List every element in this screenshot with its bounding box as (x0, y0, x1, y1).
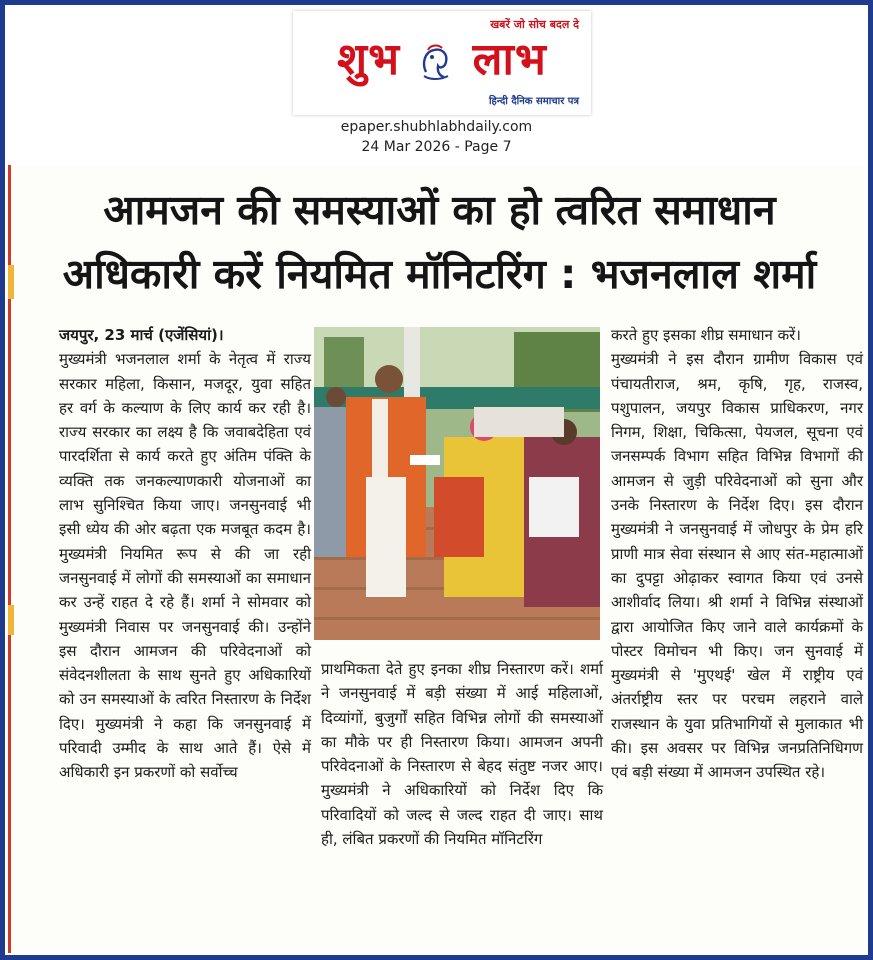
headline-line-1: आमजन की समस्याओं का हो त्वरित समाधान (103, 186, 776, 234)
column-1-text: मुख्यमंत्री भजनलाल शर्मा के नेतृत्व में राज्य सरकार महिला, किसान, मजदूर, युवा सहित हर वर्ग के कल्याण के लिए कार्य कर रही है। राज्य सरकार का लक्ष्य है कि जवाबदेहिता एवं पारदर्शिता से कार्य करते हुए अंतिम पंक्ति के व्यक्ति तक जनकल्याणकारी योजनाओं का लाभ सुनिश्चित किया जाए। जनसुनवाई भी इसी ध्येय की ओर बढ़ता एक मजबूत कदम है। मुख्यमंत्री नियमित रूप से की जा रही जनसुनवाई में लोगों की समस्याओं का समाधान कर उन्हें राहत दे रहे हैं। शर्मा ने सोमवार को मुख्यमंत्री निवास पर जनसुनवाई की। उन्होंने इस दौरान आमजन की परिवेदनाओं को संवेदनशीलता के साथ सुनते हुए अधिकारियों को उन समस्याओं के त्वरित निस्तारण के निर्देश दिए। मुख्यमंत्री ने कहा कि जनसुनवाई में परिवादी उम्मीद के साथ आते हैं। ऐसे में अधिकारी इन प्रकरणों को सर्वोच्च (59, 350, 311, 782)
article-column-3 (611, 323, 863, 785)
article-photo[interactable] (314, 327, 600, 640)
photo-illustration (314, 327, 600, 640)
brand-right: लाभ (472, 34, 547, 85)
edition-url[interactable]: epaper.shubhlabhdaily.com (340, 119, 533, 135)
edge-mark (8, 605, 14, 635)
article-column-1 (59, 323, 311, 785)
article-column-2 (321, 657, 603, 851)
ganesh-icon (418, 42, 454, 82)
logo-tagline: खबरें जो सोच बदल दे (490, 18, 579, 31)
headline-line-2: अधिकारी करें नियमित मॉनिटरिंग : भजनलाल शर्मा (62, 250, 817, 298)
edition-date-page: 24 Mar 2026 - Page 7 (361, 139, 512, 155)
dateline: जयपुर, 23 मार्च (एजेंसियां)। (59, 326, 224, 344)
article-clipping (8, 165, 865, 953)
column-3-text: मुख्यमंत्री ने इस दौरान ग्रामीण विकास एवं पंचायतीराज, श्रम, कृषि, गृह, राजस्व, पशुपालन, जयपुर विकास प्राधिकरण, नगर निगम, शिक्षा, चिकित्सा, पेयजल, सूचना एवं जनसम्पर्क विभाग सहित विभिन्न विभागों की आमजन से जुड़ी परिवेदनाओं को सुना और उनके निस्तारण के निर्देश दिए। इस दौरान मुख्यमंत्री ने जनसुनवाई में जोधपुर के प्रेम हरि प्राणी मात्र सेवा संस्थान से आए संत-महात्माओं का दुपट्टा ओढ़ाकर स्वागत किया एवं उनसे आशीर्वाद लिया। श्री शर्मा ने विभिन्न संस्थाओं द्वारा आयोजित किए जाने वाले कार्यक्रमों के पोस्टर विमोचन भी किए। जन सुनवाई में मुख्यमंत्री से 'मुएथई' खेल में राष्ट्रीय एवं अंतर्राष्ट्रीय स्तर पर परचम लहराने वाले राजस्थान के युवा प्रतिभागियों से मुलाकात भी की। इस अवसर पर विभिन्न जनप्रतिनिधिगण एवं बड़ी संख्या में आमजन उपस्थित रहे। (611, 350, 863, 782)
newspaper-logo[interactable] (293, 11, 591, 115)
masthead (5, 5, 868, 165)
column-3-intro: करते हुए इसका शीघ्र समाधान करें। (611, 326, 801, 344)
brand-left: शुभ (337, 34, 401, 85)
logo-wordmark (293, 33, 591, 87)
logo-subtitle: हिन्दी दैनिक समाचार पत्र (488, 96, 579, 107)
column-2-text: प्राथमिकता देते हुए इनका शीघ्र निस्तारण करें। शर्मा ने जनसुनवाई में बड़ी संख्या में आई महिलाओं, दिव्यांगों, बुजुर्गों सहित विभिन्न लोगों की समस्याओं का मौके पर ही निस्तारण किया। आमजन अपनी परिवेदनाओं के निस्तारण से बेहद संतुष्ट नजर आए। मुख्यमंत्री ने अधिकारियों को निर्देश दिए कि परिवादियों को जल्द से जल्द राहत दी जाए। साथ ही, लंबित प्रकरणों की नियमित मॉनिटरिंग (321, 660, 603, 849)
